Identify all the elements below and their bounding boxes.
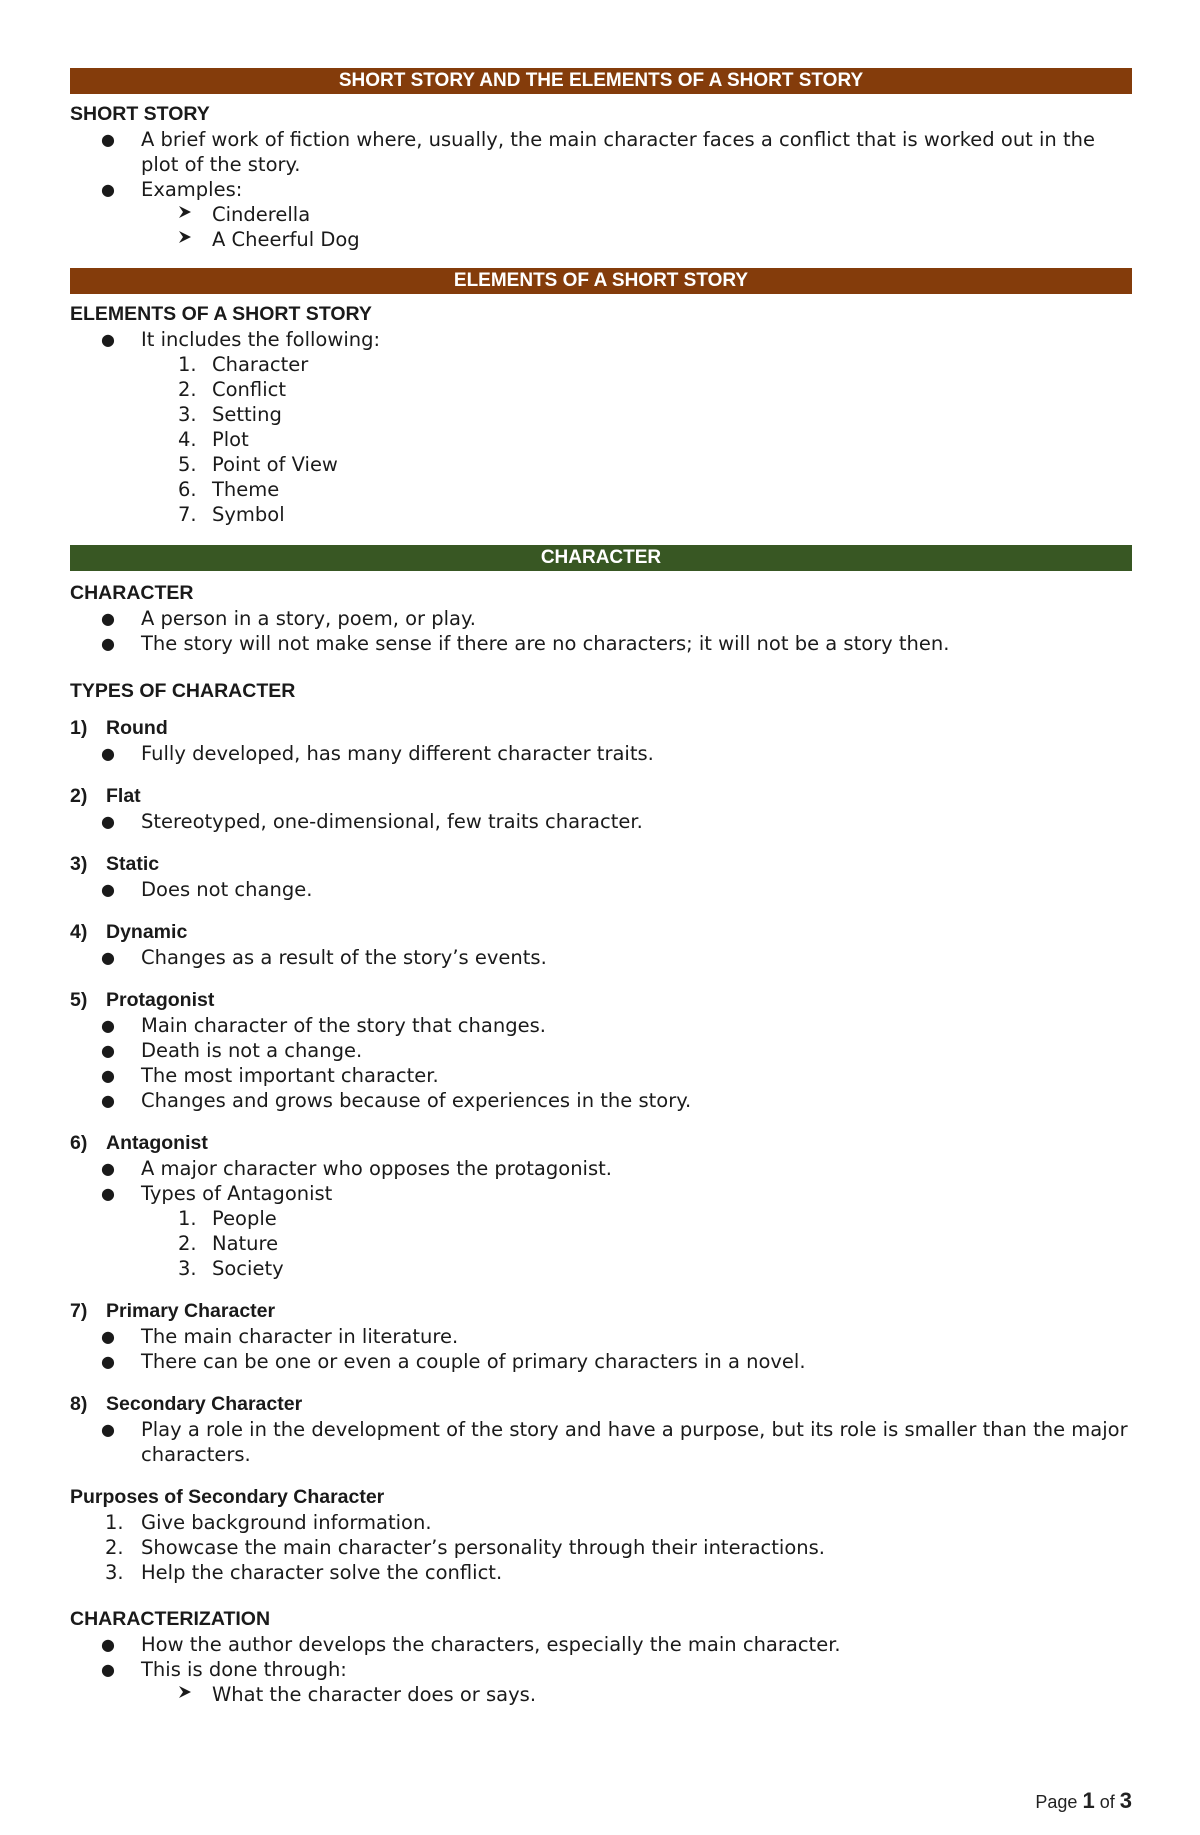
list-item: ● Examples: bbox=[101, 178, 243, 201]
bullet-icon: ● bbox=[101, 609, 115, 628]
bullet-icon: ● bbox=[101, 948, 115, 967]
document-page bbox=[70, 68, 1132, 1707]
heading-types-of-character: TYPES OF CHARACTER bbox=[70, 680, 296, 702]
list-item: 7. Symbol bbox=[178, 503, 285, 526]
bullet-icon: ● bbox=[101, 880, 115, 899]
list-item: 3. Society bbox=[178, 1257, 284, 1280]
list-item: 1. Character bbox=[178, 353, 309, 376]
bullet-icon: ● bbox=[101, 744, 115, 763]
list-item: 2. Conflict bbox=[178, 378, 286, 401]
list-item: ● Does not change. bbox=[101, 878, 313, 901]
list-item: ● This is done through: bbox=[101, 1658, 347, 1681]
bullet-icon: ● bbox=[101, 1041, 115, 1060]
list-item: ● Stereotyped, one-dimensional, few traits character. bbox=[101, 810, 643, 833]
bullet-icon: ● bbox=[101, 1327, 115, 1346]
list-item: ● Play a role in the development of the story and have a purpose, but its role is smaller than the major characters. bbox=[101, 1418, 1128, 1466]
heading-character: CHARACTER bbox=[70, 582, 194, 604]
list-item: 2. Showcase the main character’s personality through their interactions. bbox=[105, 1536, 825, 1559]
list-item: ● A major character who opposes the protagonist. bbox=[101, 1157, 612, 1180]
list-item: ● Types of Antagonist bbox=[101, 1182, 333, 1205]
list-item: 2. Nature bbox=[178, 1232, 279, 1255]
bullet-icon: ● bbox=[101, 130, 115, 149]
list-item: ● Main character of the story that changes. bbox=[101, 1014, 546, 1037]
type-heading: 2) Flat bbox=[70, 785, 141, 807]
heading-purposes-secondary: Purposes of Secondary Character bbox=[70, 1486, 385, 1508]
arrow-bullet-icon bbox=[177, 227, 193, 252]
list-item: Cinderella bbox=[70, 202, 1132, 227]
banner-character: CHARACTER bbox=[70, 545, 1132, 571]
banner-elements: ELEMENTS OF A SHORT STORY bbox=[70, 268, 1132, 294]
list-item: ● Fully developed, has many different character traits. bbox=[101, 742, 654, 765]
bullet-icon: ● bbox=[101, 180, 115, 199]
list-item: ● The main character in literature. bbox=[101, 1325, 459, 1348]
list-item: ● There can be one or even a couple of primary characters in a novel. bbox=[101, 1350, 806, 1373]
list-item: ● Changes and grows because of experiences in the story. bbox=[101, 1089, 692, 1112]
list-item: ● A brief work of fiction where, usually, the main character faces a conflict that is worked out in the plot of the story. bbox=[101, 128, 1095, 176]
list-item: What the character does or says. bbox=[70, 1682, 1132, 1707]
bullet-icon: ● bbox=[101, 330, 115, 349]
arrow-bullet-icon bbox=[177, 202, 193, 227]
list-item: ● A person in a story, poem, or play. bbox=[101, 607, 476, 630]
list-item: ● The most important character. bbox=[101, 1064, 439, 1087]
list-item: 1. Give background information. bbox=[105, 1511, 432, 1534]
bullet-icon: ● bbox=[101, 1660, 115, 1679]
type-heading: 5) Protagonist bbox=[70, 989, 215, 1011]
bullet-icon: ● bbox=[101, 634, 115, 653]
type-heading: 6) Antagonist bbox=[70, 1132, 208, 1154]
bullet-icon: ● bbox=[101, 1016, 115, 1035]
list-item: ● Changes as a result of the story’s events. bbox=[101, 946, 547, 969]
type-heading: 4) Dynamic bbox=[70, 921, 188, 943]
type-heading: 8) Secondary Character bbox=[70, 1393, 303, 1415]
list-item: A Cheerful Dog bbox=[70, 227, 1132, 252]
list-item: ● It includes the following: bbox=[101, 328, 381, 351]
banner-short-story: SHORT STORY AND THE ELEMENTS OF A SHORT STORY bbox=[70, 68, 1132, 94]
heading-characterization: CHARACTERIZATION bbox=[70, 1608, 271, 1630]
bullet-icon: ● bbox=[101, 1352, 115, 1371]
bullet-icon: ● bbox=[101, 1159, 115, 1178]
bullet-icon: ● bbox=[101, 1420, 115, 1439]
arrow-bullet-icon bbox=[177, 1682, 193, 1707]
list-item: 6. Theme bbox=[178, 478, 280, 501]
list-item: 3. Help the character solve the conflict. bbox=[105, 1561, 503, 1584]
list-item: 4. Plot bbox=[178, 428, 249, 451]
list-item: 5. Point of View bbox=[178, 453, 338, 476]
bullet-icon: ● bbox=[101, 1635, 115, 1654]
bullet-icon: ● bbox=[101, 812, 115, 831]
bullet-icon: ● bbox=[101, 1066, 115, 1085]
bullet-icon: ● bbox=[101, 1091, 115, 1110]
heading-elements: ELEMENTS OF A SHORT STORY bbox=[70, 303, 372, 325]
list-item: 1. People bbox=[178, 1207, 277, 1230]
heading-short-story: SHORT STORY bbox=[70, 103, 210, 125]
list-item: 3. Setting bbox=[178, 403, 282, 426]
list-item: ● Death is not a change. bbox=[101, 1039, 363, 1062]
type-heading: 1) Round bbox=[70, 717, 168, 739]
bullet-icon: ● bbox=[101, 1184, 115, 1203]
type-heading: 3) Static bbox=[70, 853, 160, 875]
list-item: ● How the author develops the characters, especially the main character. bbox=[101, 1633, 841, 1656]
list-item: ● The story will not make sense if there are no characters; it will not be a story then. bbox=[101, 632, 950, 655]
page-number: Page 1 of 3 bbox=[1035, 1788, 1132, 1813]
type-heading: 7) Primary Character bbox=[70, 1300, 276, 1322]
